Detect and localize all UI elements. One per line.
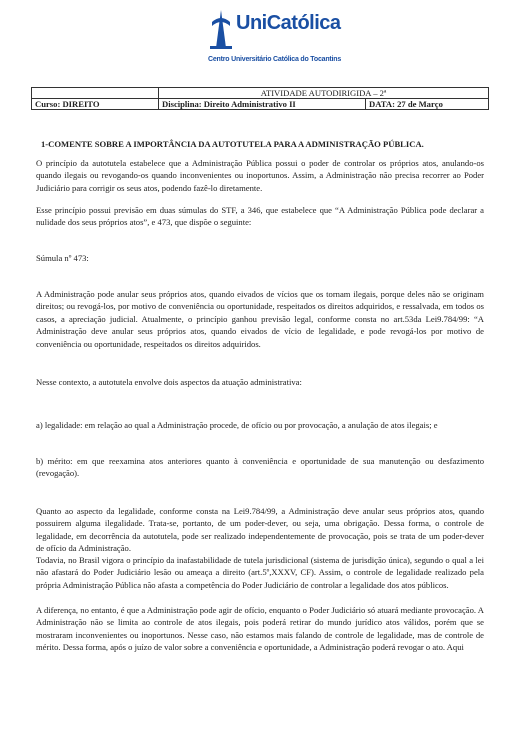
paragraph-context: Nesse contexto, a autotutela envolve dois aspectos da atuação administrativa: bbox=[36, 377, 302, 387]
paragraph-inafastabilidade: Todavia, no Brasil vigora o princípio da inafastabilidade de tutela jurisdicional (sistema de jurisdição única), segundo o qual a lei não afastará do Poder Judiciário lesão ou ameaça a direito (art.5º,XXXV, CF). Assim, o controle de legalidade realizado pela própria Administração Pública não afasta a competência do Poder Judiciário de controlar a legalidade dos atos públicos. bbox=[36, 555, 484, 590]
paragraph-diferenca: A diferença, no entanto, é que a Administração pode agir de ofício, enquanto o Poder Judiciário só atuará mediante provocação. A Administração não se limita ao controle de atos ilegais, pois poderá retirar do mundo jurídico atos válidos, porém que se mostraram inconvenientes ou inoportunos. Nesse caso, não estamos mais falando de controle de legalidade, mas de controle de mérito. Dessa forma, após o juízo de valor sobre a conveniência e oportunidade, a Administração poderá revogar o ato. Aqui bbox=[36, 605, 484, 653]
activity-header-table bbox=[31, 87, 489, 110]
university-logo bbox=[208, 8, 342, 63]
paragraph-2: Esse princípio possui previsão em duas súmulas do STF, a 346, que estabelece que “A Administração Pública pode declarar a nulidade dos seus próprios atos”, e 473, que dispõe o seguinte: bbox=[36, 205, 484, 228]
paragraph-sumula-text: A Administração pode anular seus próprios atos, quando eivados de vícios que os tornam ilegais, porque deles não se originam direitos; ou revogá-los, por motivo de conveniência ou oportunidade, respeitados os direitos adquiridos, e ressalvada, em todos os casos, a apreciação judicial. Atualmente, o princípio ganhou previsão legal, conforme consta no art.53da Lei9.784/99: “A Administração deve anular seus próprios atos, quando eivados de vício de legalidade, e pode revogá-los por motivo de conveniência ou oportunidade, respeitados os direitos adquiridos. bbox=[36, 289, 484, 349]
paragraph-sumula-title: Súmula nº 473: bbox=[36, 253, 89, 263]
question-heading: 1-COMENTE SOBRE A IMPORTÂNCIA DA AUTOTUTELA PARA A ADMINISTRAÇÃO PÚBLICA. bbox=[41, 139, 424, 149]
logo-subtitle: Centro Universitário Católica do Tocantins bbox=[208, 56, 342, 63]
paragraph-aspecto-legalidade: Quanto ao aspecto da legalidade, conforme consta na Lei9.784/99, a Administração deve anular seus próprios atos, quando possuirem alguma ilegalidade. Trata-se, portanto, de um poder-dever, ou seja, uma obrigação. Dessa forma, o controle de legalidade, em decorrência da autotutela, pode ser realizado independentemente de provocação, pois se trata de um poder-dever de ofício da Administração. bbox=[36, 506, 484, 554]
paragraph-1: O princípio da autotutela estabelece que a Administração Pública possui o poder de controlar os próprios atos, anulando-os quando ilegais ou revogando-os quando inconvenientes ou inoportunos. Assim, a Administração não precisa recorrer ao Poder Judiciário para corrigir os seus atos, podendo fazê-lo diretamente. bbox=[36, 158, 484, 193]
course-label: Curso: DIREITO bbox=[35, 99, 100, 109]
activity-title: ATIVIDADE AUTODIRIGIDA – 2ª bbox=[159, 88, 489, 99]
paragraph-legalidade: a) legalidade: em relação ao qual a Administração procede, de ofício ou por provocação, a anulação de atos ilegais; e bbox=[36, 420, 438, 430]
discipline-label: Disciplina: Direito Administrativo II bbox=[162, 99, 296, 109]
date-label: DATA: 27 de Março bbox=[369, 99, 443, 109]
cathedral-logo-icon bbox=[208, 8, 234, 50]
logo-name: UniCatólica bbox=[236, 12, 341, 34]
paragraph-merito: b) mérito: em que reexamina atos anteriores quanto à conveniência e oportunidade de sua manutenção ou desfazimento (revogação). bbox=[36, 456, 484, 479]
